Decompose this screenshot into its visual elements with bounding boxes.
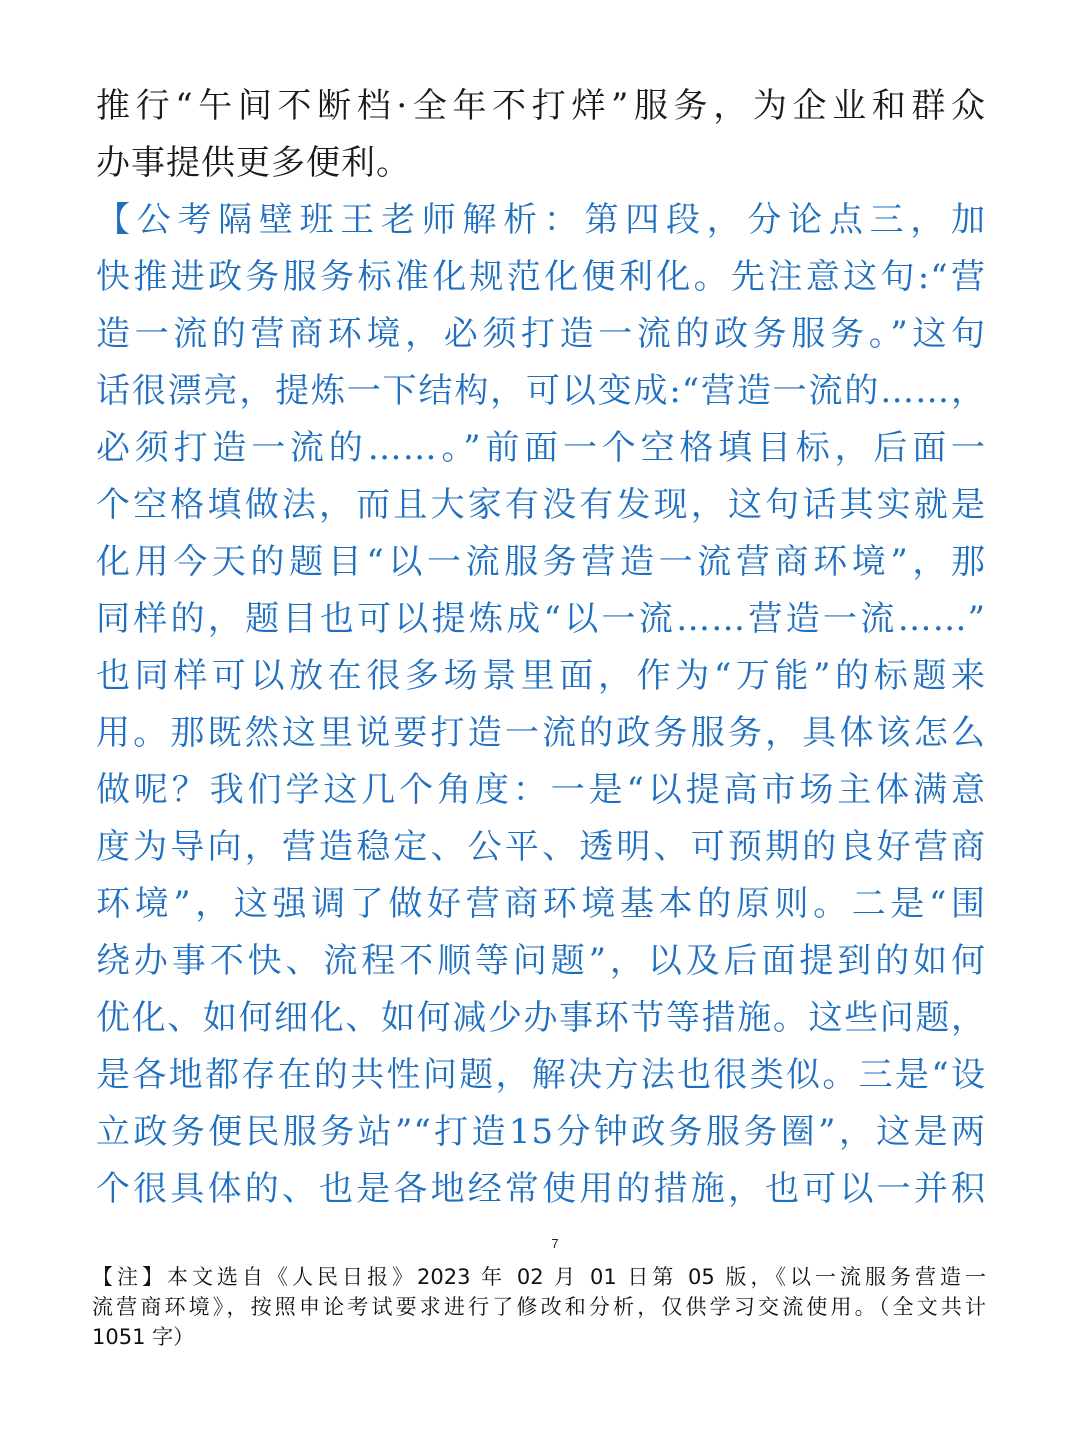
- analysis-text-line: 是各地都存在的共性问题，解决方法也很类似。三是“设: [96, 1055, 986, 1095]
- analysis-text-line: 绕办事不快、流程不顺等问题”，以及后面提到的如何: [96, 941, 986, 981]
- analysis-text-line: 用。那既然这里说要打造一流的政务服务，具体该怎么: [96, 713, 986, 753]
- analysis-text-line: 话很漂亮，提炼一下结构，可以变成:“营造一流的……，: [96, 371, 986, 411]
- page-number: 7: [551, 1236, 559, 1251]
- body-text-line: 推行“午间不断档·全年不打烊”服务，为企业和群众: [96, 86, 986, 126]
- analysis-text-line: 环境”，这强调了做好营商环境基本的原则。二是“围: [96, 884, 986, 924]
- analysis-text-line: 优化、如何细化、如何减少办事环节等措施。这些问题，: [96, 998, 986, 1038]
- analysis-text-line: 也同样可以放在很多场景里面，作为“万能”的标题来: [96, 656, 986, 696]
- analysis-text-line: 度为导向，营造稳定、公平、透明、可预期的良好营商: [96, 827, 986, 867]
- analysis-text-line: 化用今天的题目“以一流服务营造一流营商环境”，那: [96, 542, 986, 582]
- footnote-line: 【注】本文选自《人民日报》2023 年 02 月 01 日第 05 版，《以一流服务营造一: [92, 1265, 986, 1289]
- footnote-line: 1051 字）: [92, 1325, 195, 1349]
- analysis-text-line: 做呢？我们学这几个角度：一是“以提高市场主体满意: [96, 770, 986, 810]
- body-text-line: 办事提供更多便利。: [96, 143, 411, 183]
- analysis-text-line: 快推进政务服务标准化规范化便利化。先注意这句:“营: [96, 257, 986, 297]
- analysis-text-line: 个很具体的、也是各地经常使用的措施，也可以一并积: [96, 1169, 986, 1209]
- footnote-line: 流营商环境》，按照申论考试要求进行了修改和分析，仅供学习交流使用。（全文共计: [92, 1295, 986, 1319]
- analysis-text-line: 立政务便民服务站”“打造15分钟政务服务圈”，这是两: [96, 1112, 986, 1152]
- analysis-text-line: 造一流的营商环境，必须打造一流的政务服务。”这句: [96, 314, 986, 354]
- analysis-text-line: 个空格填做法，而且大家有没有发现，这句话其实就是: [96, 485, 986, 525]
- analysis-text-line: 【公考隔壁班王老师解析：第四段，分论点三，加: [96, 200, 986, 240]
- analysis-text-line: 必须打造一流的……。”前面一个空格填目标，后面一: [96, 428, 986, 468]
- analysis-text-line: 同样的，题目也可以提炼成“以一流……营造一流……”: [96, 599, 986, 639]
